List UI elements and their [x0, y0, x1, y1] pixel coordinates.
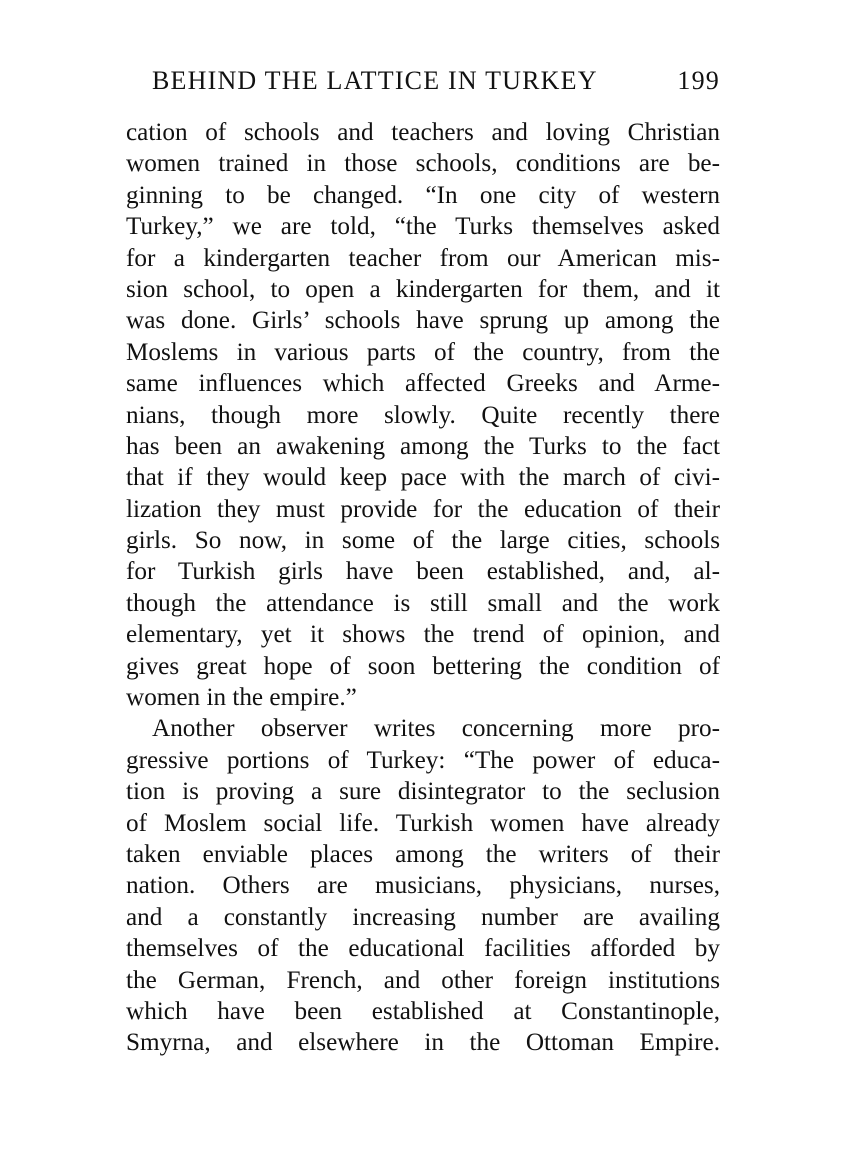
text-line: Smyrna, and elsewhere in the Ottoman Empire. [126, 1029, 720, 1057]
paragraph-1 [126, 117, 720, 713]
text-line: and a constantly increasing number are availing [126, 903, 720, 931]
page-header [126, 66, 720, 106]
text-line: has been an awakening among the Turks to the fact [126, 432, 720, 460]
text-line: that if they would keep pace with the march of civi- [126, 464, 720, 492]
text-line: women trained in those schools, conditions are be- [126, 150, 720, 178]
text-line: themselves of the educational facilities afforded by [126, 935, 720, 963]
body-text [126, 117, 720, 1059]
text-line: gressive portions of Turkey: “The power of educa- [126, 746, 720, 774]
text-line: sion school, to open a kindergarten for them, and it [126, 275, 720, 303]
text-line: same influences which affected Greeks and Arme- [126, 370, 720, 398]
text-line: ginning to be changed. “In one city of western [126, 181, 720, 209]
page-number: 199 [677, 66, 720, 95]
text-line: girls. So now, in some of the large cities, schools [126, 527, 720, 555]
text-line: Turkey,” we are told, “the Turks themselves asked [126, 213, 720, 241]
text-line: nians, though more slowly. Quite recently there [126, 401, 720, 429]
text-line: elementary, yet it shows the trend of opinion, and [126, 621, 720, 649]
text-line: lization they must provide for the education of their [126, 495, 720, 523]
text-line: for Turkish girls have been established, and, al- [126, 558, 720, 586]
running-head: BEHIND THE LATTICE IN TURKEY [152, 66, 598, 95]
text-line: for a kindergarten teacher from our American mis- [126, 244, 720, 272]
text-line: which have been established at Constantinople, [126, 997, 720, 1025]
text-line: gives great hope of soon bettering the condition of [126, 652, 720, 680]
text-line: the German, French, and other foreign institutions [126, 966, 720, 994]
text-line: was done. Girls’ schools have sprung up among the [126, 307, 720, 335]
text-line: of Moslem social life. Turkish women have already [126, 809, 720, 837]
paragraph-2 [126, 713, 720, 1058]
text-line: Moslems in various parts of the country, from the [126, 338, 720, 366]
text-line: cation of schools and teachers and loving Christian [126, 119, 720, 146]
text-line: women in the empire.” [126, 684, 357, 712]
text-line: nation. Others are musicians, physicians, nurses, [126, 872, 720, 900]
text-line: taken enviable places among the writers of their [126, 840, 720, 868]
text-line: Another observer writes concerning more pro- [152, 715, 720, 743]
text-line: though the attendance is still small and the work [126, 589, 720, 617]
text-line: tion is proving a sure disintegrator to the seclusion [126, 778, 720, 806]
